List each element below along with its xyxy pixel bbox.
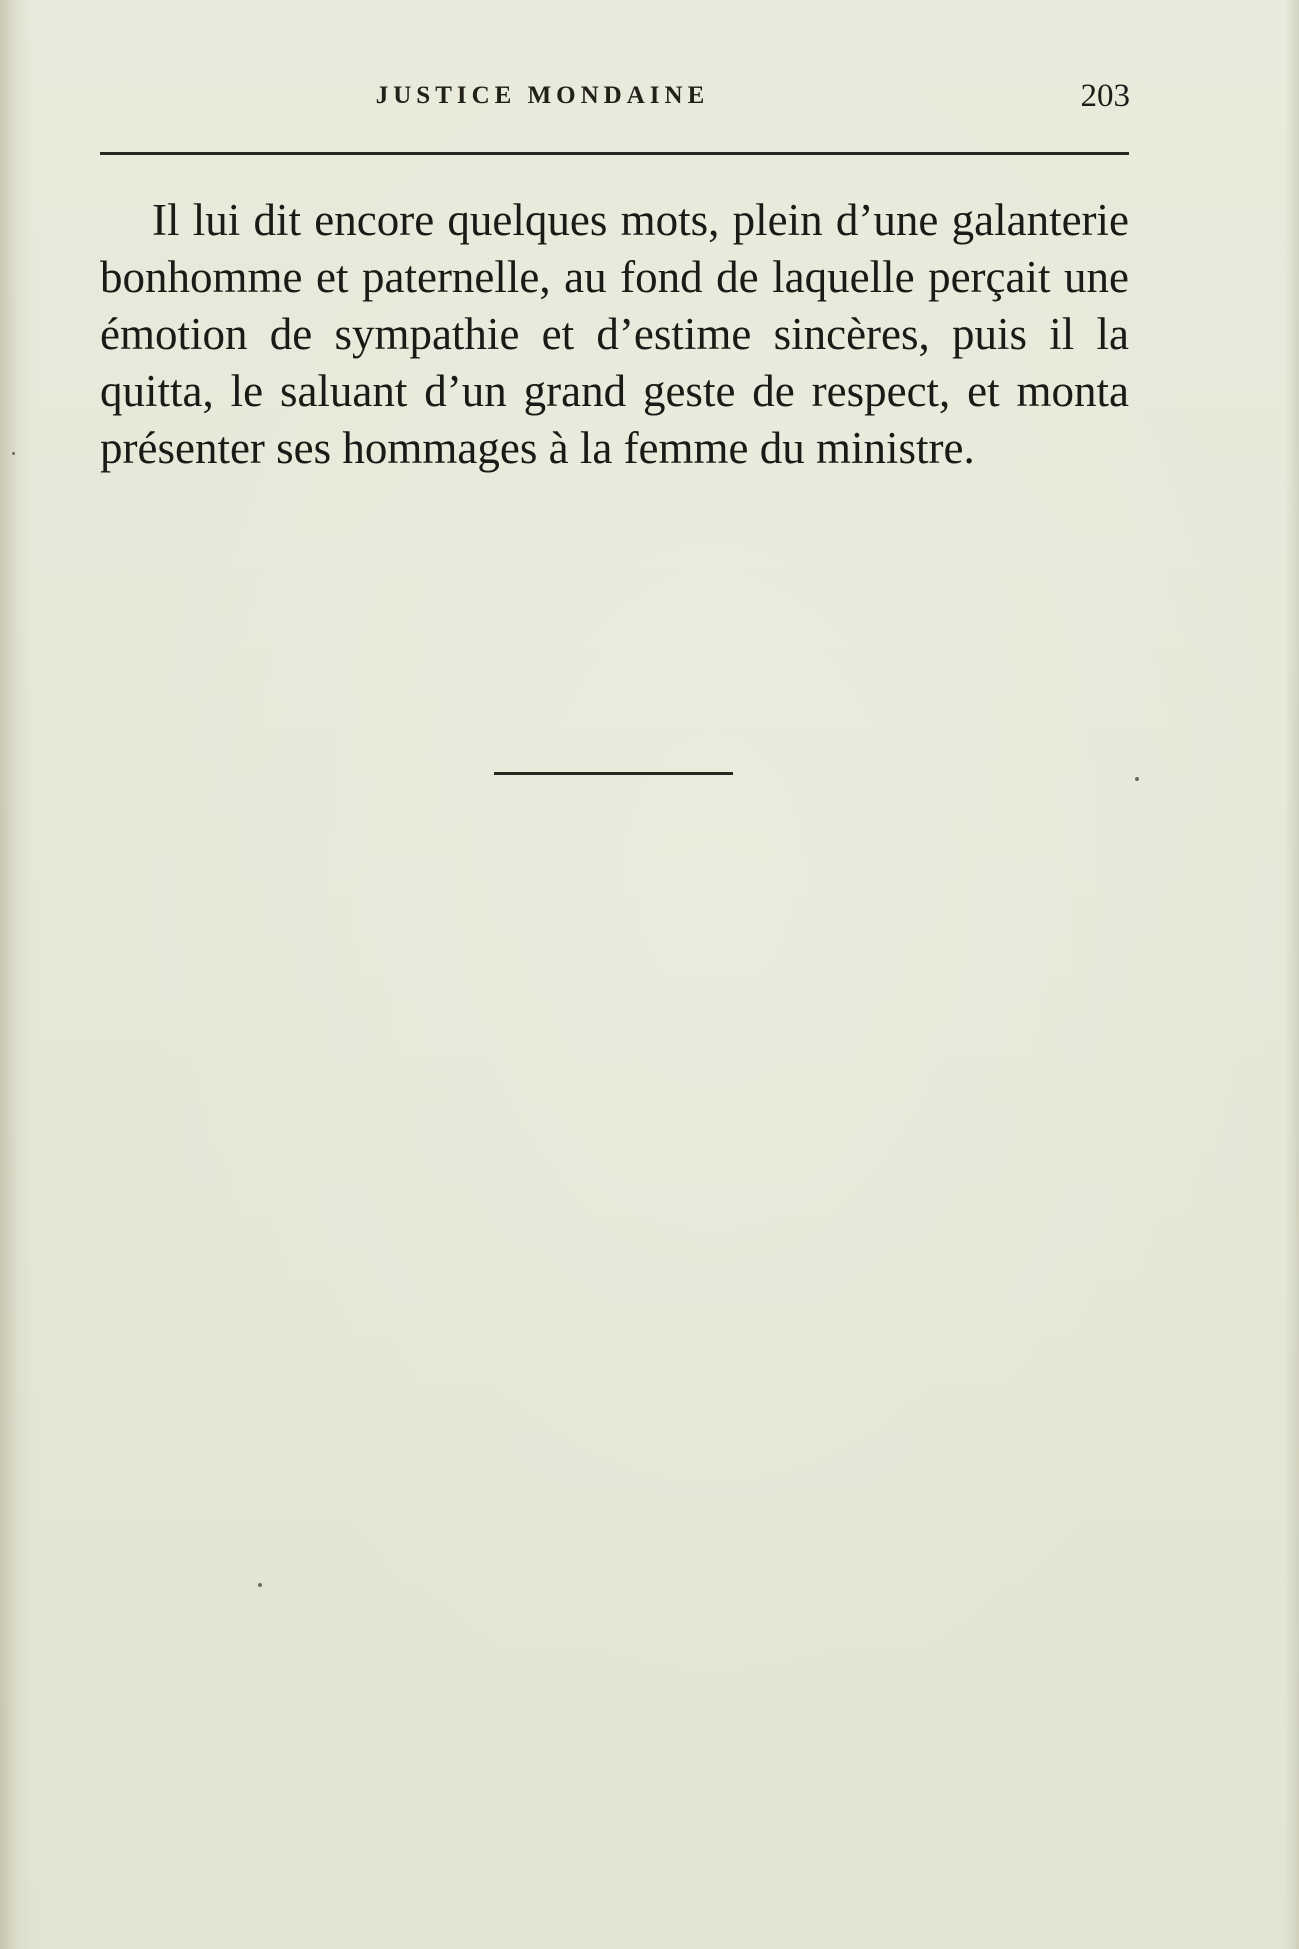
running-title: JUSTICE MONDAINE (375, 82, 710, 109)
paper-speck (12, 452, 15, 455)
end-of-chapter-rule (494, 772, 733, 775)
page-number: 203 (1080, 78, 1130, 114)
paper-speck (258, 1583, 262, 1587)
header-rule (100, 152, 1129, 155)
body-paragraph: Il lui dit encore quelques mots, plein d’une galanterie bonhomme et paternelle, au fond de laquelle perçait une émotion de sympathie et d’estime sincères, puis il la quitta, le saluant d’un grand geste de respect, et monta présenter ses hommages à la femme du ministre. (100, 195, 1129, 473)
running-head (100, 78, 1130, 122)
page-gutter-shadow (0, 0, 34, 1949)
paper-speck (1135, 777, 1139, 781)
page-edge-shadow (1285, 0, 1299, 1949)
